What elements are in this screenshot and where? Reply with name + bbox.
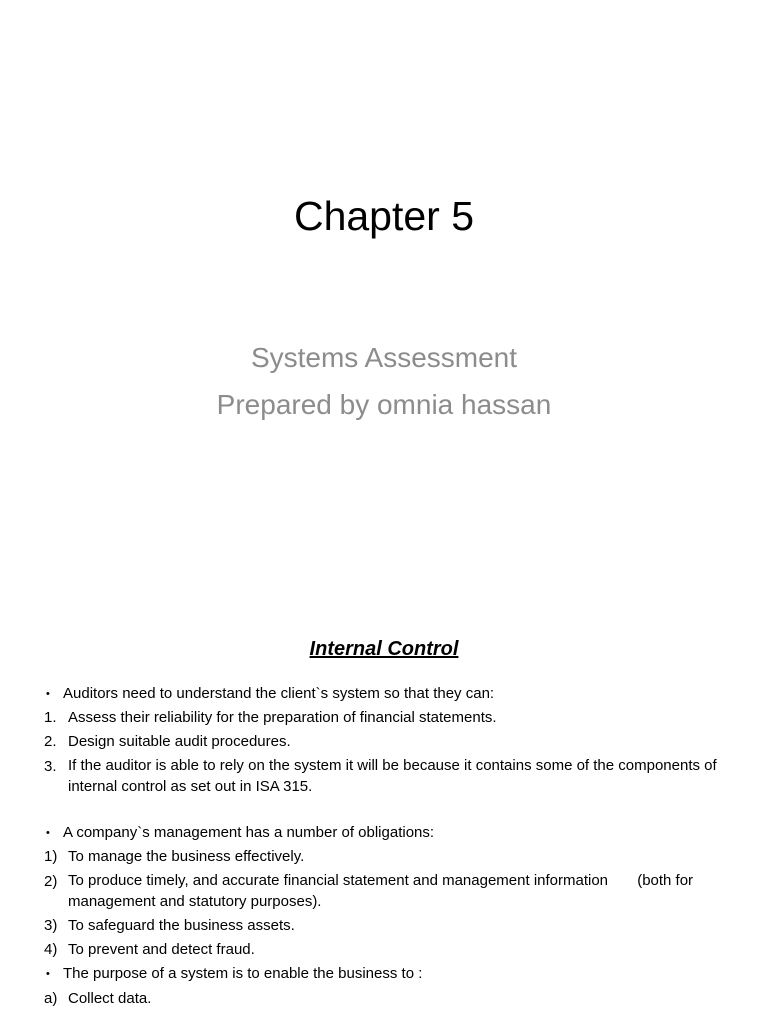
list-marker: 4) — [44, 941, 58, 959]
chapter-title: Chapter 5 — [293, 193, 475, 239]
list-item — [44, 730, 734, 754]
list-item — [44, 938, 734, 962]
bullet-text: Auditors need to understand the client`s system so that they can: — [63, 685, 495, 702]
list-item — [44, 845, 734, 869]
list-marker: 3) — [44, 917, 58, 935]
list-item — [44, 914, 734, 938]
bullet-item — [44, 962, 734, 986]
list-text: Design suitable audit procedures. — [68, 733, 291, 751]
list-item — [44, 870, 734, 915]
list-marker: 1. — [44, 709, 57, 727]
section-heading: Internal Control — [309, 638, 459, 660]
list-item — [44, 706, 734, 730]
bullet-item — [44, 821, 734, 845]
bullet-text: The purpose of a system is to enable the business to : — [63, 965, 423, 983]
list-text: To safeguard the business assets. — [68, 917, 295, 935]
spacer — [44, 799, 734, 821]
list-marker: a) — [44, 989, 58, 1007]
bullet-text: A company`s management has a number of obligations: — [63, 824, 435, 842]
chapter-subtitle — [0, 334, 768, 428]
list-text: If the auditor is able to rely on the system it will be because it contains some of the components of internal control as set out in ISA 315. — [68, 757, 717, 795]
bullet-icon: • — [46, 968, 50, 981]
list-marker: 2) — [44, 872, 58, 890]
list-text: Collect data. — [68, 989, 152, 1007]
list-item — [44, 987, 734, 1011]
slide-content — [44, 682, 734, 1011]
bullet-item — [44, 682, 734, 706]
list-text: To manage the business effectively. — [68, 848, 305, 866]
list-marker: 1) — [44, 848, 58, 866]
list-text: To produce timely, and accurate financial statement and management information (both for management and statutory purposes). — [68, 872, 698, 910]
list-text: To prevent and detect fraud. — [68, 941, 255, 959]
list-item — [44, 755, 734, 800]
list-marker: 2. — [44, 733, 57, 751]
bullet-icon: • — [46, 827, 50, 840]
subtitle-line: Systems Assessment — [250, 342, 518, 373]
slide-internal-control — [0, 576, 768, 1024]
list-text: Assess their reliability for the preparation of financial statements. — [68, 709, 497, 727]
bullet-icon: • — [46, 688, 50, 700]
list-marker: 3. — [44, 757, 57, 775]
subtitle-line: Prepared by omnia hassan — [216, 389, 552, 420]
